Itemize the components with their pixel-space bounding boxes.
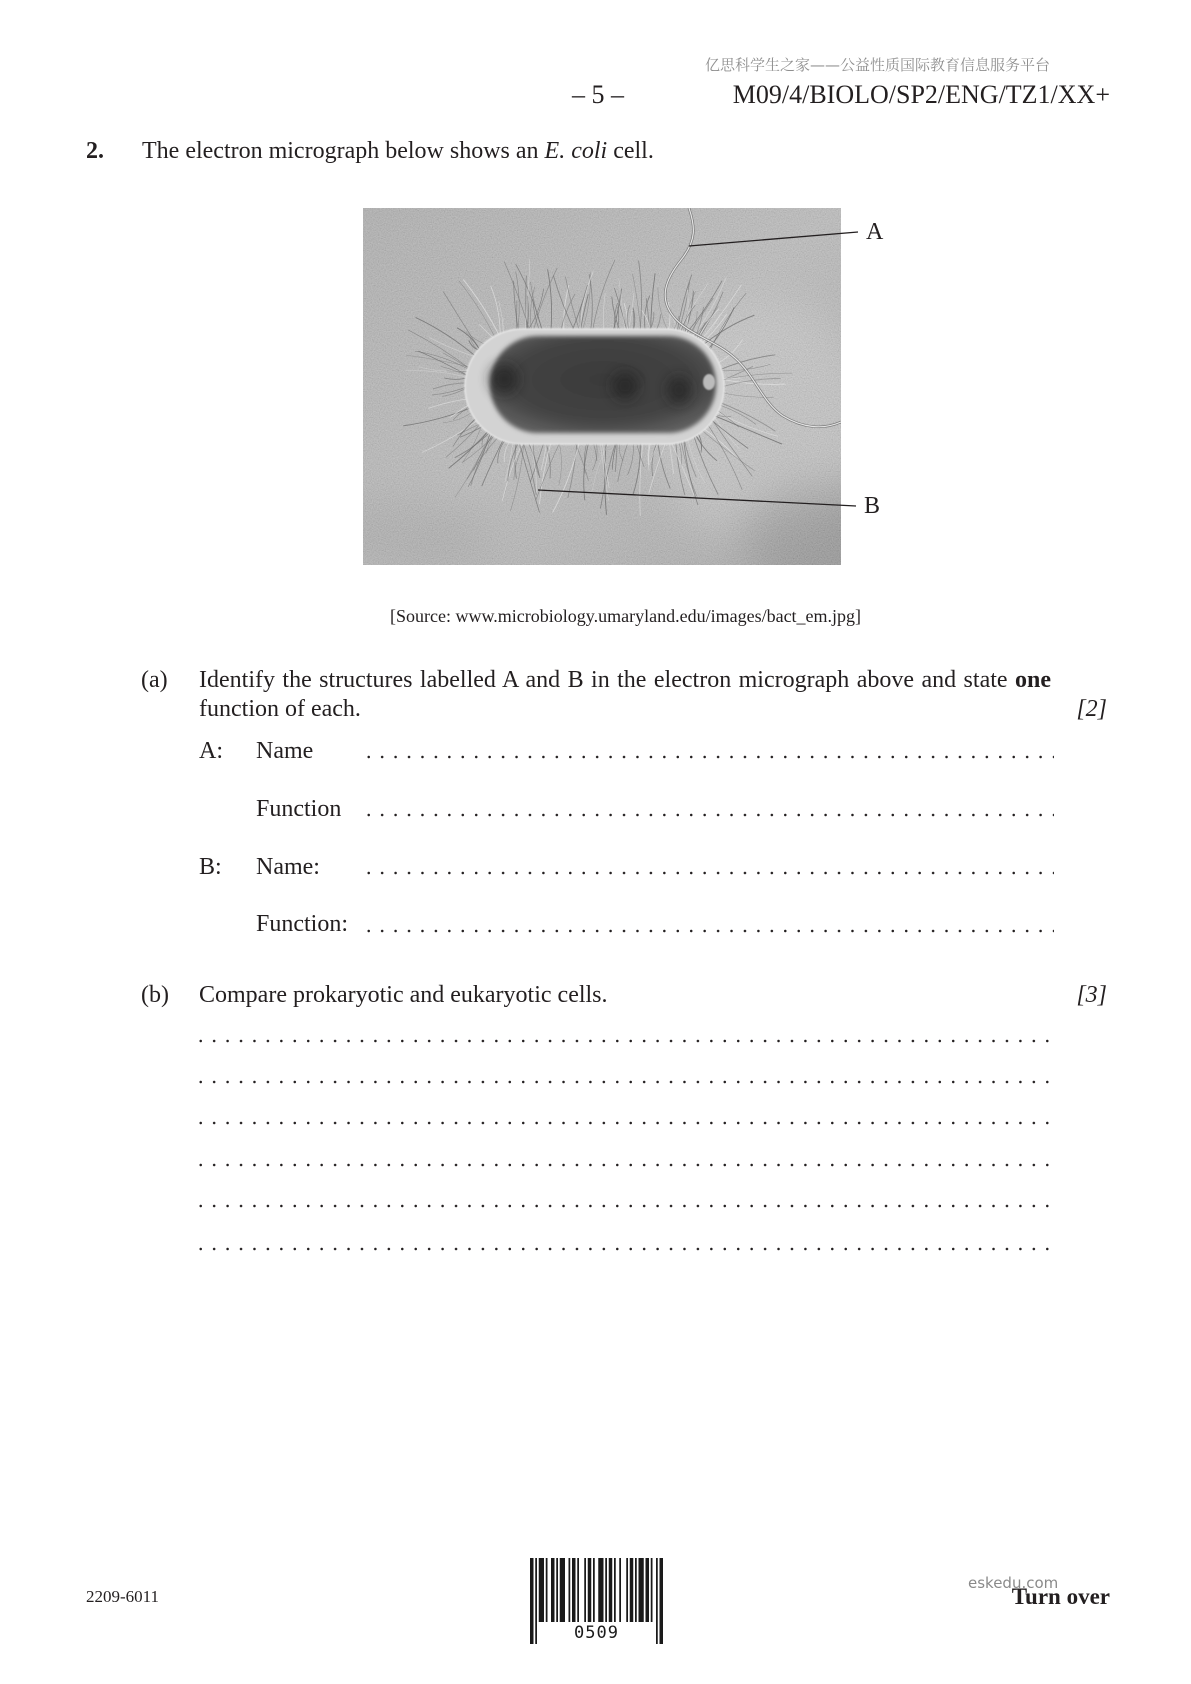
part-b-prompt: Compare prokaryotic and eukaryotic cells.: [199, 982, 608, 1008]
part-a-prompt-text: Identify the structures labelled A and B in the electron micrograph above and state: [199, 667, 1008, 693]
barcode-bar: [572, 1558, 576, 1622]
answer-label-a-name: Name: [256, 738, 314, 764]
barcode-bar: [546, 1558, 548, 1622]
figure-source: [Source: www.microbiology.umaryland.edu/images/bact_em.jpg]: [390, 606, 862, 626]
barcode-bar: [539, 1558, 544, 1622]
site-watermark: eskedu.com: [968, 1574, 1059, 1592]
answer-line-b-6: [194, 1247, 1054, 1251]
barcode-bar: [614, 1558, 616, 1622]
answer-line-b-function: [362, 929, 1054, 933]
barcode-bar: [598, 1558, 603, 1622]
part-b-label: (b): [141, 982, 169, 1008]
barcode-bar: [556, 1558, 558, 1622]
answer-key-b: B:: [199, 854, 222, 880]
barcode-bar: [593, 1558, 595, 1622]
leader-line-a: [689, 232, 858, 246]
answer-key-a: A:: [199, 738, 223, 764]
answer-label-b-function: Function:: [256, 911, 349, 937]
barcode-bar: [569, 1558, 571, 1622]
barcode-bar: [651, 1558, 653, 1622]
question-number: 2.: [86, 138, 104, 164]
barcode-bar: [609, 1558, 613, 1622]
figure-label-b: B: [864, 493, 881, 519]
barcode-bar: [588, 1558, 592, 1622]
answer-label-b-name: Name:: [256, 854, 320, 880]
part-a-prompt-line-1: [199, 666, 1051, 694]
answer-line-b-1: [194, 1039, 1054, 1043]
micrograph-figure: [363, 208, 893, 565]
question-intro: [142, 137, 654, 165]
answer-line-a-name: [362, 755, 1054, 759]
barcode-number: 0509: [574, 1623, 619, 1643]
intro-organism: E. coli: [544, 138, 608, 164]
answer-line-b-3: [194, 1121, 1054, 1125]
footer-code: 2209-6011: [86, 1587, 160, 1606]
barcode-bar: [577, 1558, 579, 1622]
figure-label-a: A: [866, 219, 884, 245]
barcode-bar: [551, 1558, 555, 1622]
answer-line-b-name: [362, 871, 1054, 875]
paper-code: M09/4/BIOLO/SP2/ENG/TZ1/XX+: [732, 80, 1110, 109]
barcode-bar: [646, 1558, 650, 1622]
turn-over-note: Turn over: [1011, 1584, 1110, 1609]
answer-label-a-function: Function: [256, 796, 342, 822]
barcode-bar: [584, 1558, 586, 1622]
barcode-bar: [619, 1558, 621, 1622]
label-leader-lines: [363, 208, 893, 565]
barcode-bar: [635, 1558, 637, 1622]
answer-line-b-2: [194, 1080, 1054, 1084]
part-a-label: (a): [141, 667, 168, 693]
leader-line-b: [538, 490, 856, 506]
part-a-prompt-line-2: function of each.: [199, 696, 361, 722]
barcode-bar: [560, 1558, 565, 1622]
answer-line-a-function: [362, 813, 1054, 817]
intro-text: The electron micrograph below shows an: [142, 138, 545, 164]
part-a-marks: [2]: [1076, 696, 1107, 722]
part-a-prompt-emphasis: one: [1015, 667, 1051, 693]
barcode-bar: [605, 1558, 607, 1622]
barcode-bar: [630, 1558, 634, 1622]
answer-line-b-5: [194, 1204, 1054, 1208]
barcode-bar: [639, 1558, 644, 1622]
top-watermark: 亿思科学生之家——公益性质国际教育信息服务平台: [704, 56, 1050, 74]
page-number: – 5 –: [572, 80, 624, 109]
intro-text-end: cell.: [607, 138, 654, 164]
part-b-marks: [3]: [1076, 982, 1107, 1008]
barcode-bar: [626, 1558, 628, 1622]
answer-line-b-4: [194, 1163, 1054, 1167]
